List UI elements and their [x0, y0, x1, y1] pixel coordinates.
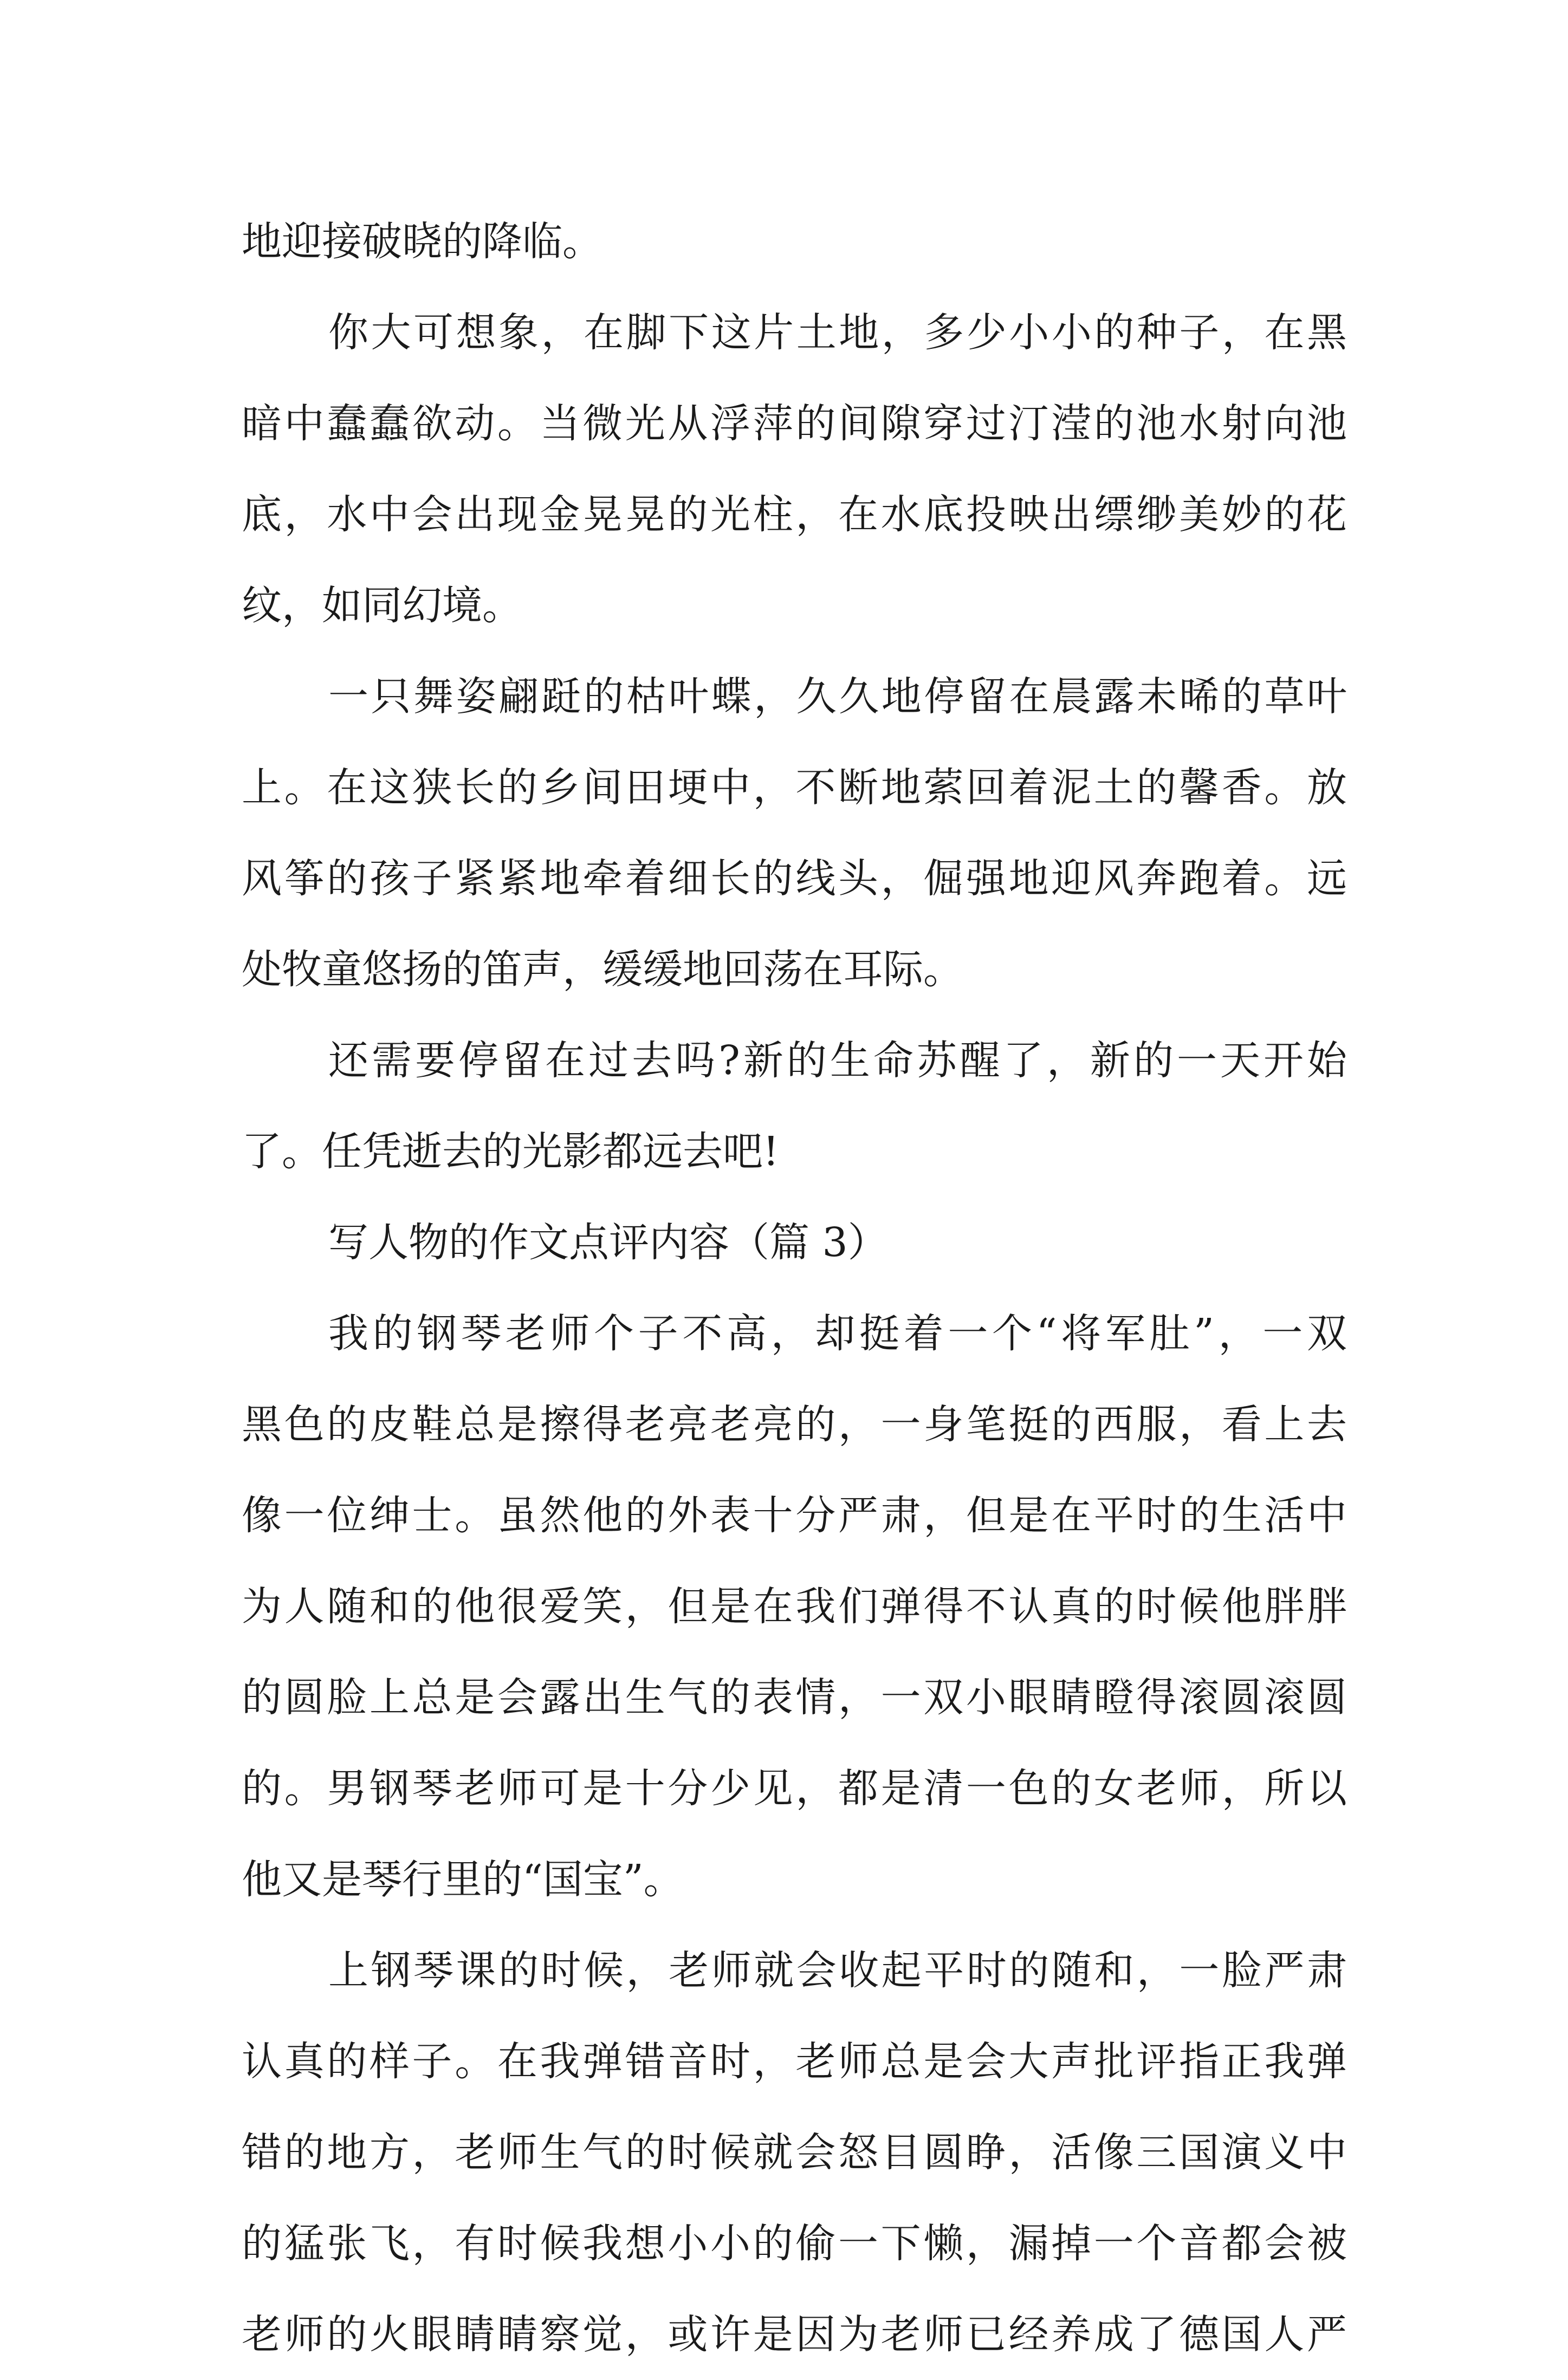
text-line: 的猛张飞，有时候我想小小的偷一下懒，漏掉一个音都会被 [242, 2220, 1347, 2267]
text-line: 上。在这狭长的乡间田埂中，不断地萦回着泥土的馨香。放 [242, 764, 1347, 811]
document-page [242, 196, 1347, 2380]
paragraph-start-line: 我的钢琴老师个子不高，却挺着一个“将军肚”，一双 [328, 1310, 1347, 1357]
text-line: 的圆脸上总是会露出生气的表情，一双小眼睛瞪得滚圆滚圆 [242, 1674, 1347, 1721]
section-heading: 写人物的作文点评内容（篇 3） [328, 1219, 888, 1266]
paragraph-end-line: 他又是琴行里的“国宝”。 [242, 1856, 684, 1903]
paragraph-end-line: 处牧童悠扬的笛声，缓缓地回荡在耳际。 [242, 946, 963, 993]
text-line: 暗中蠢蠢欲动。当微光从浮萍的间隙穿过汀滢的池水射向池 [242, 400, 1347, 447]
paragraph-start-line: 你大可想象，在脚下这片土地，多少小小的种子，在黑 [328, 309, 1347, 356]
text-line: 黑色的皮鞋总是擦得老亮老亮的，一身笔挺的西服，看上去 [242, 1401, 1347, 1448]
paragraph-start-line: 一只舞姿翩跹的枯叶蝶，久久地停留在晨露未晞的草叶 [328, 673, 1347, 720]
text-line: 认真的样子。在我弹错音时，老师总是会大声批评指正我弹 [242, 2038, 1347, 2085]
paragraph-start-line: 还需要停留在过去吗?新的生命苏醒了，新的一天开始 [328, 1037, 1347, 1084]
paragraph-end-line: 了。任凭逝去的光影都远去吧! [242, 1128, 779, 1175]
text-line: 像一位绅士。虽然他的外表十分严肃，但是在平时的生活中 [242, 1492, 1347, 1539]
paragraph-start-line: 上钢琴课的时候，老师就会收起平时的随和，一脸严肃 [328, 1947, 1347, 1994]
text-line: 错的地方，老师生气的时候就会怒目圆睁，活像三国演义中 [242, 2129, 1347, 2176]
text-line: 为人随和的他很爱笑，但是在我们弹得不认真的时候他胖胖 [242, 1583, 1347, 1630]
paragraph-end-line: 纹，如同幻境。 [242, 582, 522, 629]
text-line: 的。男钢琴老师可是十分少见，都是清一色的女老师，所以 [242, 1765, 1347, 1812]
text-line: 老师的火眼睛睛察觉，或许是因为老师已经养成了德国人严 [242, 2311, 1347, 2358]
text-line-1: 地迎接破晓的降临。 [242, 218, 602, 265]
text-line: 底，水中会出现金晃晃的光柱，在水底投映出缥缈美妙的花 [242, 491, 1347, 538]
text-line: 风筝的孩子紧紧地牵着细长的线头，倔强地迎风奔跑着。远 [242, 855, 1347, 902]
